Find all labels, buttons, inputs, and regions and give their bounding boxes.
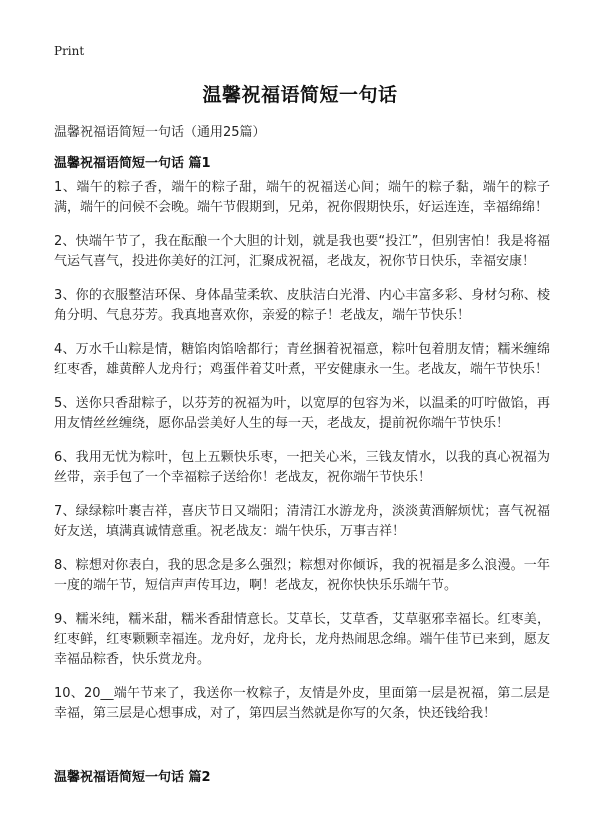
document-subtitle: 温馨祝福语简短一句话（通用25篇） (54, 125, 266, 140)
paragraph-2: 2、快端午节了，我在酝酿一个大胆的计划，就是我也要“投江”，但别害怕！我是将福气运气喜气，投进你美好的江河，汇聚成祝福，老战友，祝你节日快乐，幸福安康！ (54, 234, 550, 269)
paragraph-4: 4、万水千山粽是情，糖馅肉馅啥都行；青丝捆着祝福意，粽叶包着朋友情；糯米缠绵红枣香，雄黄醉人龙舟行；鸡蛋伴着艾叶煮，平安健康永一生。老战友，端午节快乐！ (54, 342, 550, 377)
section-heading-2: 温馨祝福语简短一句话 篇2 (54, 770, 211, 785)
paragraph-5: 5、送你只香甜粽子，以芬芳的祝福为叶，以宽厚的包容为米，以温柔的叮咛做馅，再用友情丝丝缠绕，愿你品尝美好人生的每一天，老战友，提前祝你端午节快乐！ (54, 396, 550, 431)
print-link[interactable]: Print (54, 44, 85, 58)
paragraph-3: 3、你的衣服整洁环保、身体晶莹柔软、皮肤洁白光滑、内心丰富多彩、身材匀称、棱角分明、气息芬芳。我真地喜欢你，亲爱的粽子！老战友，端午节快乐！ (54, 288, 550, 323)
paragraph-10: 10、20__端午节来了，我送你一枚粽子，友情是外皮，里面第一层是祝福，第二层是幸福，第三层是心想事成，对了，第四层当然就是你写的欠条，快还钱给我！ (54, 686, 550, 721)
paragraph-6: 6、我用无忧为粽叶，包上五颗快乐枣，一把关心米，三钱友情水，以我的真心祝福为丝带，亲手包了一个幸福粽子送给你！老战友，祝你端午节快乐！ (54, 450, 550, 485)
paragraph-8: 8、粽想对你表白，我的思念是多么强烈；粽想对你倾诉，我的祝福是多么浪漫。一年一度的端午节，短信声声传耳边，啊！老战友，祝你快快乐乐端午节。 (54, 558, 550, 593)
section-heading-1: 温馨祝福语简短一句话 篇1 (54, 156, 211, 171)
page-title: 温馨祝福语简短一句话 (202, 84, 398, 106)
paragraph-list (54, 178, 550, 738)
paragraph-1: 1、端午的粽子香，端午的粽子甜，端午的祝福送心间；端午的粽子黏，端午的粽子满，端午的问候不会晚。端午节假期到，兄弟，祝你假期快乐，好运连连，幸福绵绵！ (54, 180, 550, 215)
paragraph-7: 7、绿绿粽叶裹吉祥，喜庆节日又端阳；清清江水游龙舟，淡淡黄酒解烦忧；喜气祝福好友送，填满真诚情意重。祝老战友：端午快乐，万事吉祥！ (54, 504, 550, 539)
paragraph-9: 9、糯米纯，糯米甜，糯米香甜情意长。艾草长，艾草香，艾草驱邪幸福长。红枣美，红枣鲜，红枣颗颗幸福连。龙舟好，龙舟长，龙舟热闹思念绵。端午佳节已来到，愿友幸福品粽香，快乐赏龙舟。 (54, 612, 550, 667)
